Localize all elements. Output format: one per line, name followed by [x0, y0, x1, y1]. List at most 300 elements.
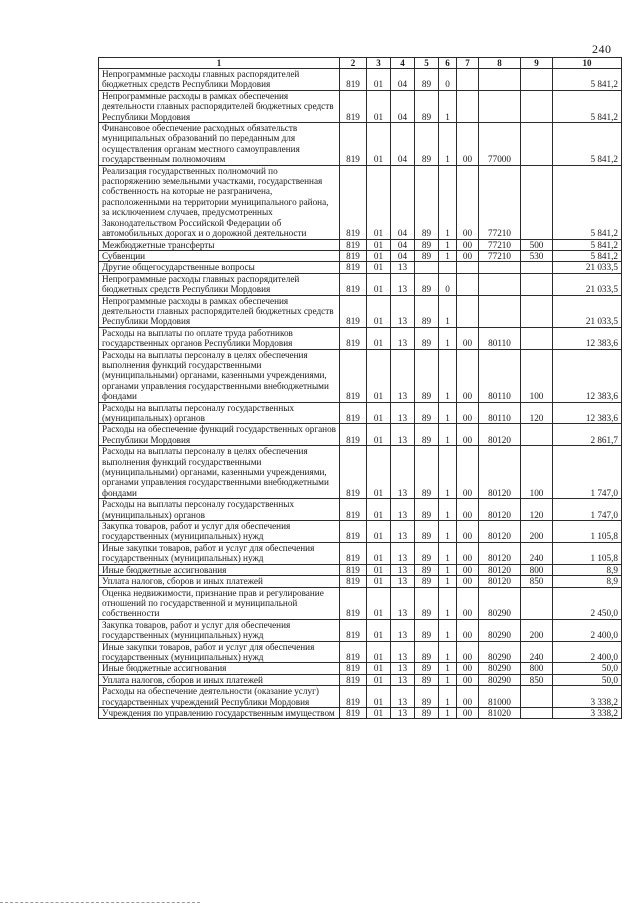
row-code-cell [457, 69, 479, 91]
row-name-cell: Иные бюджетные ассигнования [99, 663, 340, 674]
row-code-cell: 819 [340, 707, 367, 718]
row-code-cell: 1 [439, 663, 457, 674]
row-code-cell: 819 [340, 663, 367, 674]
column-header: 5 [415, 58, 439, 69]
row-code-cell: 80290 [479, 674, 521, 685]
row-code-cell: 89 [415, 686, 439, 708]
row-code-cell: 80120 [479, 499, 521, 521]
row-code-cell: 00 [457, 402, 479, 424]
table-row [99, 424, 622, 446]
row-code-cell [479, 295, 521, 327]
row-code-cell: 819 [340, 521, 367, 543]
table-row [99, 273, 622, 295]
row-code-cell: 00 [457, 424, 479, 446]
row-code-cell: 120 [521, 402, 553, 424]
table-row [99, 239, 622, 250]
row-code-cell: 00 [457, 576, 479, 587]
row-code-cell: 13 [391, 542, 415, 564]
row-name-cell: Реализация государственных полномочий по распоряжению земельными участками, государственная собственность на которые не разграничена, расположенными на территории муниципального района, за исключением случаев, предусмотренных Законодательством Российской Федерации об автомобильных дорогах и о дорожной деятельности [99, 165, 340, 239]
row-code-cell: 04 [391, 123, 415, 166]
row-code-cell: 1 [439, 349, 457, 402]
row-code-cell: 01 [367, 273, 391, 295]
row-code-cell: 01 [367, 250, 391, 261]
row-code-cell: 80110 [479, 402, 521, 424]
row-code-cell: 819 [340, 349, 367, 402]
row-code-cell: 1 [439, 641, 457, 663]
row-code-cell [479, 273, 521, 295]
row-amount-cell: 1 747,0 [553, 446, 622, 499]
row-code-cell: 01 [367, 123, 391, 166]
row-code-cell [521, 90, 553, 122]
row-code-cell: 80120 [479, 542, 521, 564]
row-code-cell: 240 [521, 641, 553, 663]
row-amount-cell: 5 841,2 [553, 165, 622, 239]
table-row [99, 619, 622, 641]
row-code-cell [457, 273, 479, 295]
row-code-cell: 1 [439, 587, 457, 619]
row-code-cell: 00 [457, 641, 479, 663]
row-code-cell: 240 [521, 542, 553, 564]
row-code-cell: 100 [521, 349, 553, 402]
column-header: 4 [391, 58, 415, 69]
row-code-cell [457, 295, 479, 327]
table-row [99, 564, 622, 575]
column-header: 7 [457, 58, 479, 69]
row-amount-cell: 2 450,0 [553, 587, 622, 619]
row-code-cell: 13 [391, 707, 415, 718]
row-name-cell: Непрограммные расходы главных распорядителей бюджетных средств Республики Мордовия [99, 273, 340, 295]
row-code-cell: 80110 [479, 327, 521, 349]
row-code-cell: 01 [367, 686, 391, 708]
row-code-cell: 01 [367, 521, 391, 543]
row-code-cell: 89 [415, 576, 439, 587]
row-code-cell: 200 [521, 521, 553, 543]
row-code-cell [521, 686, 553, 708]
row-name-cell: Расходы на выплаты персоналу государственных (муниципальных) органов [99, 499, 340, 521]
row-name-cell: Расходы на выплаты по оплате труда работников государственных органов Республики Мордовия [99, 327, 340, 349]
table-row [99, 446, 622, 499]
row-code-cell: 819 [340, 262, 367, 273]
row-code-cell: 89 [415, 327, 439, 349]
row-code-cell: 80290 [479, 587, 521, 619]
row-name-cell: Непрограммные расходы главных распорядителей бюджетных средств Республики Мордовия [99, 69, 340, 91]
row-code-cell [415, 262, 439, 273]
row-code-cell: 13 [391, 587, 415, 619]
row-code-cell: 01 [367, 424, 391, 446]
row-code-cell: 800 [521, 663, 553, 674]
table-row [99, 576, 622, 587]
row-code-cell: 89 [415, 663, 439, 674]
row-code-cell: 819 [340, 327, 367, 349]
row-code-cell: 1 [439, 542, 457, 564]
row-code-cell [479, 262, 521, 273]
row-code-cell: 819 [340, 619, 367, 641]
row-code-cell [479, 90, 521, 122]
row-code-cell: 819 [340, 239, 367, 250]
row-code-cell: 1 [439, 424, 457, 446]
row-amount-cell: 21 033,5 [553, 273, 622, 295]
row-code-cell: 1 [439, 564, 457, 575]
row-code-cell: 819 [340, 69, 367, 91]
row-name-cell: Иные бюджетные ассигнования [99, 564, 340, 575]
row-code-cell: 04 [391, 250, 415, 261]
row-code-cell: 819 [340, 402, 367, 424]
row-code-cell: 04 [391, 90, 415, 122]
row-name-cell: Закупка товаров, работ и услуг для обеспечения государственных (муниципальных) нужд [99, 619, 340, 641]
row-code-cell: 13 [391, 674, 415, 685]
row-code-cell: 01 [367, 90, 391, 122]
row-code-cell: 00 [457, 446, 479, 499]
row-code-cell: 13 [391, 564, 415, 575]
row-code-cell: 80110 [479, 349, 521, 402]
row-code-cell: 13 [391, 521, 415, 543]
row-code-cell: 80290 [479, 663, 521, 674]
row-code-cell [521, 165, 553, 239]
row-name-cell: Уплата налогов, сборов и иных платежей [99, 674, 340, 685]
row-code-cell: 89 [415, 90, 439, 122]
row-code-cell: 89 [415, 250, 439, 261]
row-name-cell: Непрограммные расходы в рамках обеспечения деятельности главных распорядителей бюджетных средств Республики Мордовия [99, 295, 340, 327]
row-code-cell: 00 [457, 564, 479, 575]
row-code-cell: 01 [367, 576, 391, 587]
row-code-cell [521, 587, 553, 619]
row-code-cell: 13 [391, 327, 415, 349]
row-code-cell: 89 [415, 674, 439, 685]
row-code-cell: 80120 [479, 424, 521, 446]
row-code-cell: 00 [457, 499, 479, 521]
row-code-cell: 01 [367, 69, 391, 91]
row-code-cell: 89 [415, 542, 439, 564]
row-code-cell: 819 [340, 576, 367, 587]
row-code-cell [521, 295, 553, 327]
row-code-cell: 1 [439, 239, 457, 250]
row-code-cell [521, 424, 553, 446]
row-code-cell: 81020 [479, 707, 521, 718]
row-code-cell: 01 [367, 564, 391, 575]
row-amount-cell: 5 841,2 [553, 90, 622, 122]
row-code-cell [457, 90, 479, 122]
row-code-cell: 00 [457, 165, 479, 239]
row-amount-cell: 5 841,2 [553, 123, 622, 166]
row-code-cell: 00 [457, 327, 479, 349]
row-code-cell [521, 123, 553, 166]
row-code-cell: 01 [367, 165, 391, 239]
row-amount-cell: 1 747,0 [553, 499, 622, 521]
table-row [99, 69, 622, 91]
row-amount-cell: 12 383,6 [553, 402, 622, 424]
row-name-cell: Иные закупки товаров, работ и услуг для обеспечения государственных (муниципальных) нужд [99, 641, 340, 663]
row-code-cell: 80120 [479, 446, 521, 499]
column-header: 9 [521, 58, 553, 69]
row-amount-cell: 8,9 [553, 576, 622, 587]
row-code-cell: 0 [439, 273, 457, 295]
row-code-cell: 00 [457, 619, 479, 641]
row-code-cell: 01 [367, 641, 391, 663]
row-code-cell: 13 [391, 446, 415, 499]
row-code-cell [521, 262, 553, 273]
table-row [99, 542, 622, 564]
row-code-cell: 13 [391, 262, 415, 273]
row-code-cell [521, 707, 553, 718]
row-code-cell: 01 [367, 542, 391, 564]
table-row [99, 90, 622, 122]
row-code-cell: 819 [340, 273, 367, 295]
row-code-cell: 819 [340, 90, 367, 122]
row-code-cell: 819 [340, 542, 367, 564]
row-code-cell: 01 [367, 327, 391, 349]
row-code-cell: 819 [340, 499, 367, 521]
row-amount-cell: 12 383,6 [553, 349, 622, 402]
row-amount-cell: 3 338,2 [553, 707, 622, 718]
row-code-cell: 0 [439, 69, 457, 91]
row-code-cell: 819 [340, 165, 367, 239]
row-amount-cell: 2 400,0 [553, 619, 622, 641]
row-code-cell: 00 [457, 663, 479, 674]
row-code-cell: 01 [367, 239, 391, 250]
row-code-cell: 1 [439, 402, 457, 424]
row-code-cell [479, 69, 521, 91]
row-code-cell: 77210 [479, 165, 521, 239]
table-row [99, 674, 622, 685]
row-code-cell: 00 [457, 707, 479, 718]
row-code-cell: 89 [415, 402, 439, 424]
table-row [99, 262, 622, 273]
table-row [99, 707, 622, 718]
row-name-cell: Расходы на выплаты персоналу в целях обеспечения выполнения функций государственными (муниципальными) органами, казенными учреждениями, органами управления государственными внебюджетными фондами [99, 349, 340, 402]
row-code-cell: 1 [439, 707, 457, 718]
row-code-cell: 819 [340, 587, 367, 619]
row-code-cell: 819 [340, 250, 367, 261]
row-code-cell: 1 [439, 90, 457, 122]
row-amount-cell: 1 105,8 [553, 521, 622, 543]
row-code-cell: 13 [391, 424, 415, 446]
row-code-cell: 04 [391, 239, 415, 250]
row-code-cell: 00 [457, 587, 479, 619]
row-code-cell: 01 [367, 349, 391, 402]
row-code-cell: 89 [415, 641, 439, 663]
table-row [99, 499, 622, 521]
row-code-cell: 89 [415, 521, 439, 543]
row-code-cell: 89 [415, 564, 439, 575]
row-code-cell: 1 [439, 521, 457, 543]
row-code-cell: 819 [340, 424, 367, 446]
row-code-cell: 00 [457, 674, 479, 685]
row-code-cell: 89 [415, 424, 439, 446]
row-code-cell: 1 [439, 446, 457, 499]
row-code-cell: 01 [367, 587, 391, 619]
row-code-cell: 89 [415, 69, 439, 91]
row-code-cell: 04 [391, 165, 415, 239]
row-code-cell: 1 [439, 295, 457, 327]
row-code-cell: 500 [521, 239, 553, 250]
row-code-cell: 100 [521, 446, 553, 499]
row-code-cell: 89 [415, 239, 439, 250]
table-header [99, 58, 622, 69]
table-body [99, 69, 622, 719]
table-row [99, 165, 622, 239]
row-code-cell [521, 273, 553, 295]
column-header: 8 [479, 58, 521, 69]
row-code-cell: 13 [391, 663, 415, 674]
row-amount-cell: 5 841,2 [553, 69, 622, 91]
row-code-cell: 850 [521, 674, 553, 685]
row-code-cell: 89 [415, 273, 439, 295]
row-code-cell: 80290 [479, 619, 521, 641]
row-code-cell: 13 [391, 349, 415, 402]
row-amount-cell: 21 033,5 [553, 295, 622, 327]
row-name-cell: Учреждения по управлению государственным имуществом [99, 707, 340, 718]
row-code-cell: 1 [439, 674, 457, 685]
row-code-cell: 01 [367, 619, 391, 641]
row-code-cell: 200 [521, 619, 553, 641]
row-code-cell: 77210 [479, 250, 521, 261]
row-amount-cell: 5 841,2 [553, 239, 622, 250]
row-name-cell: Закупка товаров, работ и услуг для обеспечения государственных (муниципальных) нужд [99, 521, 340, 543]
row-code-cell: 530 [521, 250, 553, 261]
row-amount-cell: 50,0 [553, 674, 622, 685]
row-code-cell: 1 [439, 619, 457, 641]
column-header: 10 [553, 58, 622, 69]
row-code-cell [521, 327, 553, 349]
row-code-cell: 819 [340, 123, 367, 166]
table-row [99, 402, 622, 424]
row-code-cell: 819 [340, 446, 367, 499]
row-code-cell: 89 [415, 707, 439, 718]
row-code-cell: 01 [367, 707, 391, 718]
footer-rule [0, 902, 200, 903]
row-code-cell: 13 [391, 576, 415, 587]
row-name-cell: Оценка недвижимости, признание прав и регулирование отношений по государственной и муниципальной собственности [99, 587, 340, 619]
table-row [99, 327, 622, 349]
row-amount-cell: 21 033,5 [553, 262, 622, 273]
row-amount-cell: 50,0 [553, 663, 622, 674]
row-name-cell: Расходы на обеспечение функций государственных органов Республики Мордовия [99, 424, 340, 446]
row-code-cell: 01 [367, 446, 391, 499]
row-code-cell [439, 262, 457, 273]
row-code-cell: 77210 [479, 239, 521, 250]
row-code-cell: 819 [340, 674, 367, 685]
row-code-cell: 89 [415, 619, 439, 641]
table-row [99, 123, 622, 166]
row-name-cell: Иные закупки товаров, работ и услуг для обеспечения государственных (муниципальных) нужд [99, 542, 340, 564]
column-header: 2 [340, 58, 367, 69]
row-code-cell: 1 [439, 499, 457, 521]
row-code-cell: 00 [457, 686, 479, 708]
row-code-cell: 13 [391, 641, 415, 663]
row-amount-cell: 8,9 [553, 564, 622, 575]
row-code-cell: 80120 [479, 576, 521, 587]
row-name-cell: Расходы на выплаты персоналу в целях обеспечения выполнения функций государственными (муниципальными) органами, казенными учреждениями, органами управления государственными внебюджетными фондами [99, 446, 340, 499]
row-amount-cell: 5 841,2 [553, 250, 622, 261]
row-code-cell: 80290 [479, 641, 521, 663]
row-code-cell: 1 [439, 327, 457, 349]
table-row [99, 295, 622, 327]
column-header: 3 [367, 58, 391, 69]
row-code-cell: 81000 [479, 686, 521, 708]
row-code-cell: 00 [457, 123, 479, 166]
row-code-cell: 00 [457, 349, 479, 402]
row-code-cell: 819 [340, 641, 367, 663]
table-row [99, 587, 622, 619]
row-code-cell: 77000 [479, 123, 521, 166]
row-amount-cell: 2 400,0 [553, 641, 622, 663]
row-code-cell [457, 262, 479, 273]
row-code-cell: 89 [415, 499, 439, 521]
row-code-cell: 00 [457, 239, 479, 250]
row-code-cell: 13 [391, 295, 415, 327]
table-row [99, 641, 622, 663]
row-code-cell: 00 [457, 542, 479, 564]
row-amount-cell: 12 383,6 [553, 327, 622, 349]
budget-table [98, 57, 622, 719]
row-code-cell: 89 [415, 295, 439, 327]
row-code-cell: 89 [415, 349, 439, 402]
row-code-cell: 01 [367, 674, 391, 685]
row-code-cell: 89 [415, 587, 439, 619]
row-code-cell: 13 [391, 273, 415, 295]
row-code-cell: 1 [439, 576, 457, 587]
row-name-cell: Финансовое обеспечение расходных обязательств муниципальных образований по переданным для осуществления органам местного самоуправления государственным полномочиям [99, 123, 340, 166]
row-code-cell: 01 [367, 663, 391, 674]
row-name-cell: Межбюджетные трансферты [99, 239, 340, 250]
row-code-cell: 1 [439, 165, 457, 239]
row-code-cell: 01 [367, 262, 391, 273]
row-code-cell: 819 [340, 295, 367, 327]
row-amount-cell: 2 861,7 [553, 424, 622, 446]
row-code-cell: 1 [439, 686, 457, 708]
row-name-cell: Субвенции [99, 250, 340, 261]
row-code-cell [521, 69, 553, 91]
table-row [99, 250, 622, 261]
column-header: 6 [439, 58, 457, 69]
row-code-cell: 00 [457, 250, 479, 261]
row-name-cell: Расходы на обеспечение деятельности (оказание услуг) государственных учреждений Республики Мордовия [99, 686, 340, 708]
row-code-cell: 1 [439, 123, 457, 166]
row-code-cell: 80120 [479, 564, 521, 575]
row-code-cell: 89 [415, 165, 439, 239]
row-code-cell: 120 [521, 499, 553, 521]
page-number: 240 [592, 42, 612, 56]
row-code-cell: 00 [457, 521, 479, 543]
row-code-cell: 1 [439, 250, 457, 261]
table-row [99, 349, 622, 402]
row-amount-cell: 1 105,8 [553, 542, 622, 564]
row-name-cell: Расходы на выплаты персоналу государственных (муниципальных) органов [99, 402, 340, 424]
table-row [99, 686, 622, 708]
row-name-cell: Уплата налогов, сборов и иных платежей [99, 576, 340, 587]
row-amount-cell: 3 338,2 [553, 686, 622, 708]
row-name-cell: Другие общегосударственные вопросы [99, 262, 340, 273]
row-code-cell: 89 [415, 123, 439, 166]
row-code-cell: 819 [340, 564, 367, 575]
row-code-cell: 13 [391, 499, 415, 521]
row-code-cell: 850 [521, 576, 553, 587]
row-code-cell: 80120 [479, 521, 521, 543]
row-name-cell: Непрограммные расходы в рамках обеспечения деятельности главных распорядителей бюджетных средств Республики Мордовия [99, 90, 340, 122]
column-header: 1 [99, 58, 340, 69]
row-code-cell: 04 [391, 69, 415, 91]
row-code-cell: 13 [391, 686, 415, 708]
table-row [99, 663, 622, 674]
row-code-cell: 13 [391, 402, 415, 424]
row-code-cell: 01 [367, 499, 391, 521]
row-code-cell: 01 [367, 295, 391, 327]
row-code-cell: 819 [340, 686, 367, 708]
row-code-cell: 01 [367, 402, 391, 424]
row-code-cell: 89 [415, 446, 439, 499]
row-code-cell: 800 [521, 564, 553, 575]
row-code-cell: 13 [391, 619, 415, 641]
